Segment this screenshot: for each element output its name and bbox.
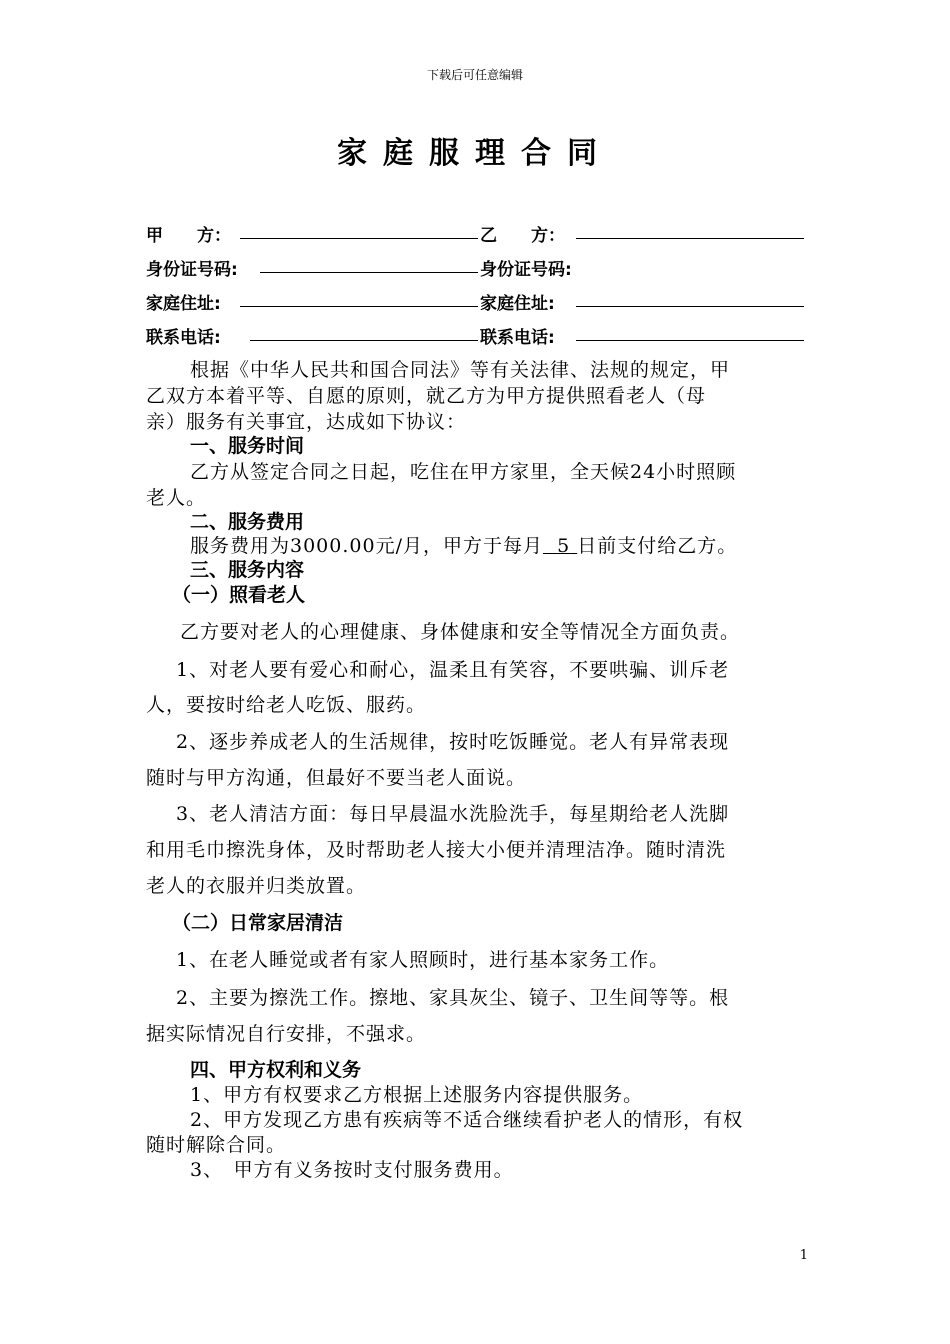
cleaning-item: 据实际情况自行安排，不强求。 xyxy=(146,1023,427,1045)
subsection-heading-elder-care: （一）照看老人 xyxy=(172,584,306,606)
party-b-address-blank[interactable] xyxy=(576,306,804,307)
service-time-text: 老人。 xyxy=(146,487,207,509)
intro-line: 根据《中华人民共和国合同法》等有关法律、法规的规定，甲 xyxy=(190,359,731,381)
elder-care-paragraph: 乙方要对老人的心理健康、身体健康和安全等情况全方面负责。 xyxy=(180,621,741,643)
elder-care-item: 1、对老人要有爱心和耐心，温柔且有笑容，不要哄骗、训斥老 xyxy=(176,659,730,681)
party-b-label: 乙 方： xyxy=(480,226,565,246)
fee-text-after: 日前支付给乙方。 xyxy=(577,535,738,557)
intro-line: 乙双方本着平等、自愿的原则，就乙方为甲方提供照看老人（母 xyxy=(146,385,707,407)
document-title: 家庭服理合同 xyxy=(337,136,613,171)
section-heading-service-content: 三、服务内容 xyxy=(190,559,305,581)
elder-care-item: 老人的衣服并归类放置。 xyxy=(146,875,367,897)
cleaning-item: 1、在老人睡觉或者有家人照顾时，进行基本家务工作。 xyxy=(176,949,670,971)
party-a-id-blank[interactable] xyxy=(260,272,478,273)
header-watermark: 下载后可任意编辑 xyxy=(426,68,523,82)
elder-care-item: 随时与甲方沟通，但最好不要当老人面说。 xyxy=(146,767,527,789)
service-fee-text xyxy=(190,531,737,558)
fee-text-before: 服务费用为3000.00元/月，甲方于每月 xyxy=(190,535,543,557)
party-a-label: 甲 方： xyxy=(146,226,231,246)
subsection-heading-house-cleaning: （二）日常家居清洁 xyxy=(172,912,344,934)
party-b-id-label: 身份证号码: xyxy=(480,260,572,280)
party-a-id-label: 身份证号码: xyxy=(146,260,238,280)
payment-day xyxy=(543,535,577,557)
party-a-address-blank[interactable] xyxy=(240,306,478,307)
party-a-right-item: 1、甲方有权要求乙方根据上述服务内容提供服务。 xyxy=(190,1084,644,1106)
section-heading-service-fee: 二、服务费用 xyxy=(190,511,305,533)
elder-care-item: 3、老人清洁方面：每日早晨温水洗脸洗手，每星期给老人洗脚 xyxy=(176,803,730,825)
party-b-phone-blank[interactable] xyxy=(576,340,804,341)
party-a-right-item: 随时解除合同。 xyxy=(146,1134,287,1156)
section-heading-party-a-rights: 四、甲方权利和义务 xyxy=(190,1059,362,1081)
party-b-phone-label: 联系电话: xyxy=(480,328,555,348)
party-a-address-label: 家庭住址: xyxy=(146,294,221,314)
cleaning-item: 2、主要为擦洗工作。擦地、家具灰尘、镜子、卫生间等等。根 xyxy=(176,987,730,1009)
party-a-blank[interactable] xyxy=(240,238,478,239)
party-a-right-item: 2、甲方发现乙方患有疾病等不适合继续看护老人的情形，有权 xyxy=(190,1109,744,1131)
party-a-phone-blank[interactable] xyxy=(250,340,478,341)
party-a-right-item: 3、 甲方有义务按时支付服务费用。 xyxy=(190,1159,514,1181)
payment-day-value: 5 xyxy=(557,535,571,557)
party-b-blank[interactable] xyxy=(576,238,804,239)
intro-line: 亲）服务有关事宜，达成如下协议： xyxy=(146,411,467,433)
party-a-phone-label: 联系电话: xyxy=(146,328,221,348)
page-number: 1 xyxy=(799,1248,808,1263)
elder-care-item: 和用毛巾擦洗身体，及时帮助老人接大小便并清理洁净。随时清洗 xyxy=(146,839,727,861)
section-heading-service-time: 一、服务时间 xyxy=(190,435,305,457)
service-time-text: 乙方从签定合同之日起，吃住在甲方家里，全天候24小时照顾 xyxy=(190,461,737,483)
elder-care-item: 2、逐步养成老人的生活规律，按时吃饭睡觉。老人有异常表现 xyxy=(176,731,730,753)
party-b-address-label: 家庭住址: xyxy=(480,294,555,314)
elder-care-item: 人，要按时给老人吃饭、服药。 xyxy=(146,694,427,716)
